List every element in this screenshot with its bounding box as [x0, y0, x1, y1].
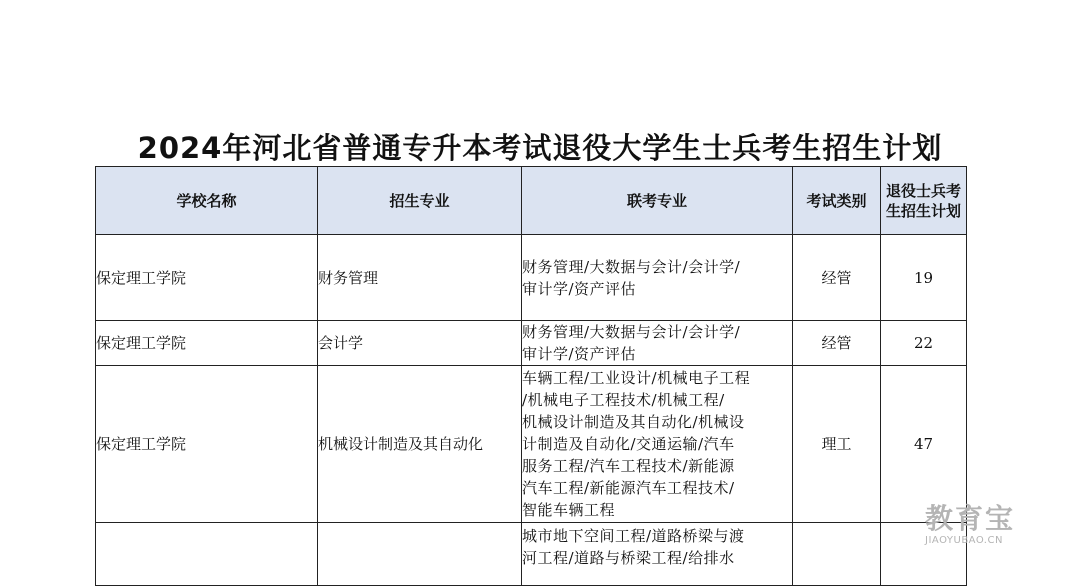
cell-plan-count: 22: [881, 321, 967, 366]
cell-joint-major: [522, 235, 793, 321]
cell-joint-major: [522, 366, 793, 523]
cell-major: 财务管理: [318, 235, 522, 321]
table-row: [96, 235, 967, 321]
cell-joint-major: [522, 523, 793, 586]
cell-exam-category: 经管: [793, 235, 881, 321]
header-plan-count: [881, 167, 967, 235]
table-header-row: [96, 167, 967, 235]
joint-major-line: 汽车工程/新能源汽车工程技术/: [522, 479, 735, 497]
joint-major-line: 财务管理/大数据与会计/会计学/: [522, 257, 741, 276]
table-row: [96, 366, 967, 523]
header-exam-category: 考试类别: [793, 167, 881, 235]
cell-joint-major: [522, 321, 793, 366]
joint-major-line: 审计学/资产评估: [522, 279, 637, 298]
cell-exam-category: [793, 523, 881, 586]
watermark-logo-text: 教育宝: [925, 502, 1016, 535]
header-school: 学校名称: [96, 167, 318, 235]
joint-major-line: 智能车辆工程: [522, 501, 616, 519]
joint-major-line: 城市地下空间工程/道路桥梁与渡: [522, 527, 745, 545]
header-major: 招生专业: [318, 167, 522, 235]
cell-plan-count: 19: [881, 235, 967, 321]
table-row: [96, 321, 967, 366]
cell-major: 机械设计制造及其自动化: [318, 366, 522, 523]
cell-school: 保定理工学院: [96, 366, 318, 523]
joint-major-line: /机械电子工程技术/机械工程/: [522, 391, 725, 409]
cell-major: [318, 523, 522, 586]
watermark-url: JIAOYUBAO.CN: [925, 535, 1003, 546]
cell-exam-category: 理工: [793, 366, 881, 523]
joint-major-line: 河工程/道路与桥梁工程/给排水: [522, 549, 735, 567]
cell-school: 保定理工学院: [96, 321, 318, 366]
page-title: 2024年河北省普通专升本考试退役大学生士兵考生招生计划: [137, 131, 943, 165]
joint-major-line: 机械设计制造及其自动化/机械设: [522, 413, 745, 431]
watermark-logo: [925, 503, 1075, 547]
cell-major: 会计学: [318, 321, 522, 366]
joint-major-line: 服务工程/汽车工程技术/新能源: [522, 457, 735, 475]
joint-major-line: 财务管理/大数据与会计/会计学/: [522, 323, 741, 341]
header-joint-major: 联考专业: [522, 167, 793, 235]
cell-plan-count: 47: [881, 366, 967, 523]
cell-school: [96, 523, 318, 586]
joint-major-line: 车辆工程/工业设计/机械电子工程: [522, 369, 751, 387]
enrollment-plan-table: [95, 166, 967, 586]
table-row: [96, 523, 967, 586]
header-plan-count-text: 退役士兵考生招生计划: [886, 181, 962, 220]
cell-exam-category: 经管: [793, 321, 881, 366]
cell-school: 保定理工学院: [96, 235, 318, 321]
joint-major-line: 审计学/资产评估: [522, 345, 637, 363]
joint-major-line: 计制造及自动化/交通运输/汽车: [522, 435, 735, 453]
